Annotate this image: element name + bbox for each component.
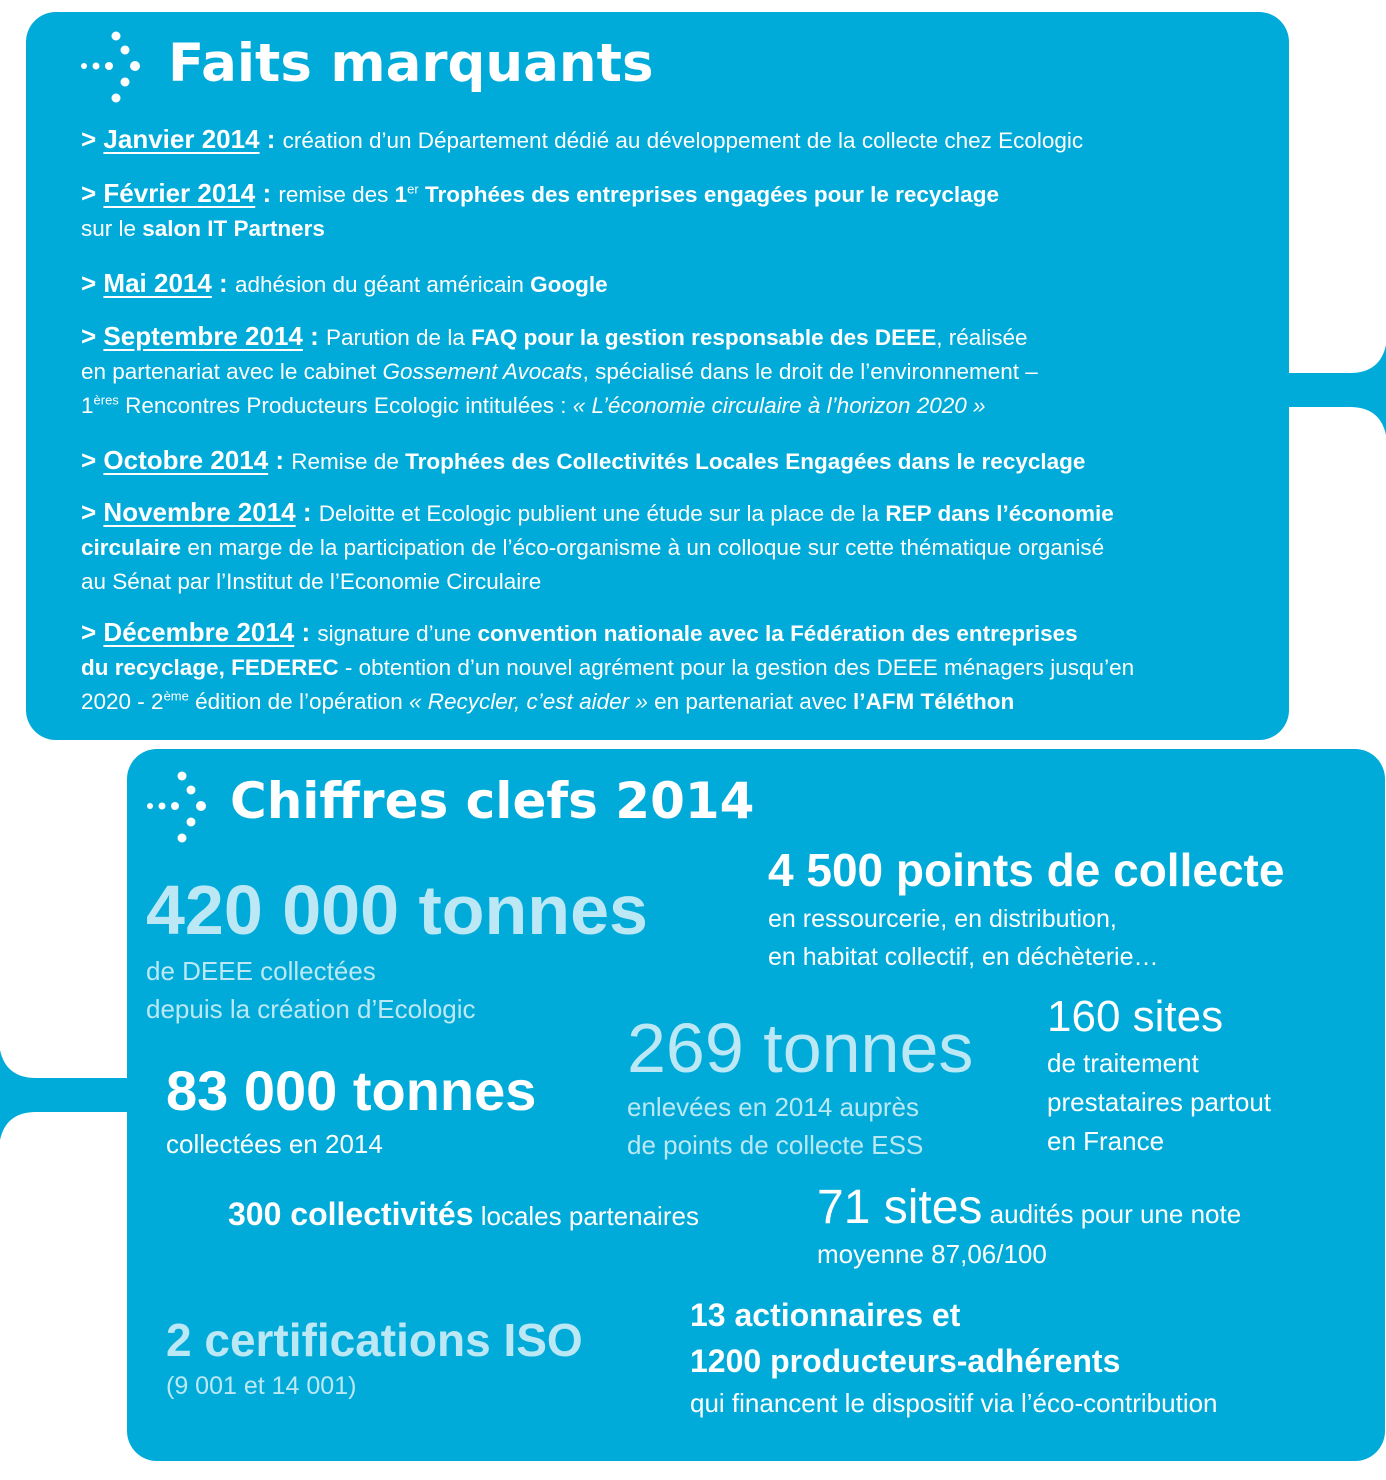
event-month: Mai 2014 xyxy=(103,268,212,298)
event-septembre: > Septembre 2014 : Parution de la FAQ pour la gestion responsable des DEEE, réalisée en partenariat avec le cabinet Gossement Avocats, spécialisé dans le droit de l’environnement – 1ères Rencontres Producteurs Ecologic intitulées : « L’économie circulaire à l’horizon 2020 » xyxy=(81,321,1038,418)
event-octobre: > Octobre 2014 : Remise de Trophées des Collectivités Locales Engagées dans le recyclage xyxy=(81,445,1086,475)
stat-71-sites: 71 sites audités pour une note moyenne 87,06/100 xyxy=(817,1181,1242,1269)
dots-arrow-icon xyxy=(146,770,208,846)
stat-2-certifications: 2 certifications ISO (9 001 et 14 001) xyxy=(166,1314,583,1400)
stat-4500-points: 4 500 points de collecte en ressourcerie, en distribution, en habitat collectif, en déchèterie… xyxy=(768,844,1285,971)
event-month: Février 2014 xyxy=(103,178,256,208)
connector-left xyxy=(0,1050,140,1140)
connector-right xyxy=(1280,345,1386,435)
event-month: Septembre 2014 xyxy=(103,321,303,351)
stat-269-tonnes: 269 tonnes enlevées en 2014 auprès de points de collecte ESS xyxy=(627,1009,974,1160)
event-decembre: > Décembre 2014 : signature d’une convention nationale avec la Fédération des entreprises du recyclage, FEDEREC - obtention d’un nouvel agrément pour la gestion des DEEE ménagers jusqu’en 2020 - 2ème édition de l’opération « Recycler, c’est aider » en partenariat avec l’AFM Téléthon xyxy=(81,617,1135,714)
event-mai: > Mai 2014 : adhésion du géant américain Google xyxy=(81,268,608,298)
event-janvier: > Janvier 2014 : création d’un Département dédié au développement de la collecte chez Ecologic xyxy=(81,124,1084,154)
stat-13-actionnaires: 13 actionnaires et 1200 producteurs-adhérents qui financent le dispositif via l’éco-contribution xyxy=(690,1297,1218,1418)
stat-300-collectivites: 300 collectivités locales partenaires xyxy=(228,1196,699,1232)
event-month: Novembre 2014 xyxy=(103,497,296,527)
stat-160-sites: 160 sites de traitement prestataires partout en France xyxy=(1047,992,1272,1156)
stat-83000-tonnes: 83 000 tonnes collectées en 2014 xyxy=(166,1059,537,1159)
event-fevrier: > Février 2014 : remise des 1er Trophées des entreprises engagées pour le recyclage sur le salon IT Partners xyxy=(81,178,999,241)
chiffres-clefs-title: Chiffres clefs 2014 xyxy=(230,772,755,830)
event-month: Décembre 2014 xyxy=(103,617,295,647)
event-month: Octobre 2014 xyxy=(103,445,269,475)
event-novembre: > Novembre 2014 : Deloitte et Ecologic publient une étude sur la place de la REP dans l’économie circulaire en marge de la participation de l’éco-organisme à un colloque sur cette thématique organisé au Sénat par l’Institut de l’Economie Circulaire xyxy=(81,497,1114,594)
stat-420000-tonnes: 420 000 tonnes de DEEE collectées depuis la création d’Ecologic xyxy=(146,871,648,1024)
faits-marquants-title: Faits marquants xyxy=(168,33,654,94)
event-month: Janvier 2014 xyxy=(103,124,260,154)
dots-arrow-icon xyxy=(80,30,142,106)
